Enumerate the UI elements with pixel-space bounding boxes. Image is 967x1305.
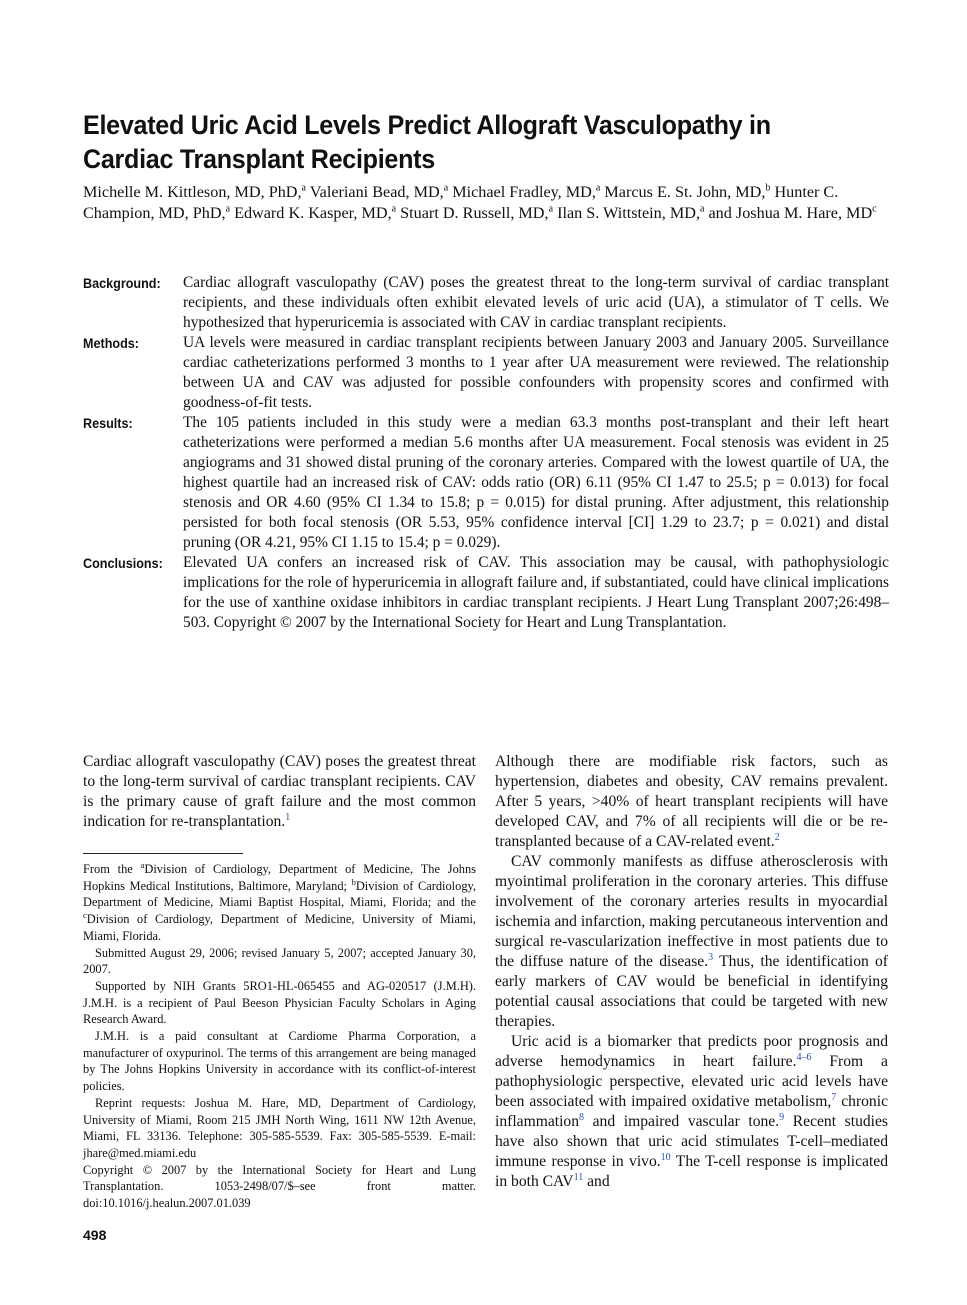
author-affiliation-mark: a	[548, 203, 554, 215]
reference-link[interactable]: 3	[708, 951, 714, 963]
support-note: Supported by NIH Grants 5RO1-HL-065455 and AG-020517 (J.M.H). J.M.H. is a recipient of Paul Beeson Physician Faculty Scholars in Aging Research Award.	[83, 978, 476, 1027]
reference-link[interactable]: 2	[774, 831, 780, 843]
affiliation-c: Division of Cardiology, Department of Medicine, University of Miami, Miami, Florida.	[83, 912, 476, 943]
affiliation-a: Division of Cardiology, Department of Medicine, The Johns Hopkins Medical Institutions, Baltimore, Maryland;	[83, 862, 476, 893]
paragraph-text: The T-cell response is implicated in both CAV	[495, 1153, 888, 1190]
results-text: The 105 patients included in this study were a median 63.3 months post-transplant and their left heart catheterizations were performed a median 5.6 months after UA measurement. Focal stenosis was evident in 25 angiograms and 31 showed distal pruning of the coronary arteries. Compared with the lowest quartile of UA, the highest quartile had an increased risk of CAV: odds ratio (OR) 6.11 (95% CI 1.47 to 25.5; p = 0.013) for focal stenosis and OR 4.60 (95% CI 1.34 to 15.8; p = 0.015) for distal pruning. After adjustment, this relationship persisted for both focal stenosis (OR 5.53, 95% confidence interval [CI] 1.29 to 23.7; p = 0.021) and distal pruning (OR 4.21, 95% CI 1.15 to 15.4; p = 0.029).	[183, 414, 889, 551]
article-title: Elevated Uric Acid Levels Predict Allograft Vasculopathy in Cardiac Transplant Recipients	[83, 110, 771, 174]
abstract-methods	[83, 333, 889, 413]
reference-link[interactable]: 10	[660, 1151, 671, 1163]
body-column-left	[83, 752, 476, 832]
conclusions-text: Elevated UA confers an increased risk of CAV. This association may be causal, with pathophysiologic implications for the role of hyperuricemia in allograft failure and, if substantiated, could have clinical implications for the use of xanthine oxidase inhibitors in cardiac transplant recipients. J Heart Lung Transplant 2007;26:498–503. Copyright © 2007 by the International Society for Heart and Lung Transplantation.	[183, 554, 889, 631]
affiliation-mark: a	[140, 859, 145, 870]
author-affiliation-mark: a	[443, 182, 449, 194]
intro-paragraph	[83, 752, 476, 832]
methods-label: Methods:	[83, 335, 139, 351]
paragraph-text: Uric acid is a biomarker that predicts poor prognosis and adverse hemodynamics in heart failure.	[495, 1033, 888, 1070]
footnote-divider	[83, 853, 243, 854]
abstract	[83, 273, 889, 633]
author-name: Stuart D. Russell, MD,	[396, 203, 549, 222]
copyright-note: Copyright © 2007 by the International Society for Heart and Lung Transplantation. 1053-2498/07/$–see front matter. doi:10.1016/j.healun.2007.01.039	[83, 1162, 476, 1211]
affiliations-note	[83, 861, 476, 945]
author-name: Hunter C. Champion, MD, PhD,	[83, 183, 839, 222]
author-list	[83, 182, 883, 223]
abstract-background	[83, 273, 889, 333]
author-name: Valeriani Bead, MD,	[305, 183, 444, 201]
paragraph-text: Thus, the identification of early markers of CAV would be beneficial in identifying potential causal associations that could be targeted with new therapies.	[495, 953, 889, 1030]
reference-link[interactable]: 7	[831, 1091, 837, 1103]
submitted-note: Submitted August 29, 2006; revised January 5, 2007; accepted January 30, 2007.	[83, 945, 476, 977]
author-affiliation-mark: c	[872, 203, 877, 215]
affiliation-mark: c	[83, 909, 87, 920]
paragraph-text: and impaired vascular tone.	[584, 1113, 780, 1130]
author-affiliation-mark: a	[391, 203, 397, 215]
author-affiliation-mark: a	[225, 203, 231, 215]
reprint-note: Reprint requests: Joshua M. Hare, MD, Department of Cardiology, University of Miami, Room 215 JMH North Wing, 1611 NW 12th Avenue, Miami, FL 33136. Telephone: 305-585-5539. Fax: 305-585-5539. E-mail: jhare@med.miami.edu	[83, 1095, 476, 1160]
reference-link[interactable]: 11	[573, 1171, 584, 1183]
author-affiliation-mark: a	[595, 182, 601, 194]
paragraph-text: CAV commonly manifests as diffuse atherosclerosis with myointimal proliferation in the coronary arteries. This diffuse involvement of the coronary arteries results in myocardial ischemia and infarction, making percutaneous intervention and surgical re-vascularization ineffective in most patients due to the diffuse nature of the disease.	[495, 853, 888, 970]
author-name: Michelle M. Kittleson, MD, PhD,	[83, 183, 302, 201]
uric-acid-paragraph	[495, 1032, 888, 1192]
risk-factors-paragraph	[495, 752, 888, 852]
author-name: and Joshua M. Hare, MD	[704, 203, 873, 222]
affiliation-b: Division of Cardiology, Department of Medicine, Miami Baptist Hospital, Miami, Florida; and the	[83, 878, 476, 910]
conflict-note: J.M.H. is a paid consultant at Cardiome Pharma Corporation, a manufacturer of oxypurinol. The terms of this arrangement are being managed by The Johns Hopkins University in accordance with its conflict-of-interest policies.	[83, 1029, 476, 1094]
methods-text: UA levels were measured in cardiac transplant recipients between January 2003 and January 2005. Surveillance cardiac catheterizations performed 3 months to 1 year after UA measurement were reviewed. The relationship between UA and CAV was adjusted for possible confounders with propensity scores and confirmed with goodness-of-fit tests.	[183, 334, 889, 411]
reference-link[interactable]: 9	[779, 1111, 785, 1123]
abstract-conclusions	[83, 553, 889, 633]
affiliation-mark: b	[351, 876, 356, 887]
cav-paragraph	[495, 852, 888, 1032]
author-name: Edward K. Kasper, MD,	[230, 203, 392, 222]
conclusions-label: Conclusions:	[83, 555, 163, 571]
paragraph-text: chronic inflammation	[495, 1093, 888, 1130]
results-label: Results:	[83, 415, 133, 431]
reference-link[interactable]: 1	[285, 811, 291, 823]
body-column-right	[495, 752, 888, 1192]
author-name: Ilan S. Wittstein, MD,	[553, 203, 700, 222]
background-text: Cardiac allograft vasculopathy (CAV) poses the greatest threat to the long-term survival of cardiac transplant recipients, and these individuals often exhibit elevated levels of uric acid (UA), a stimulator of T cells. We hypothesized that hyperuricemia is associated with CAV in cardiac transplant recipients.	[183, 274, 889, 331]
paragraph-text: Recent studies have also shown that uric acid stimulates T-cell–mediated immune response in vivo.	[495, 1113, 888, 1170]
footnotes	[83, 861, 476, 1212]
author-name: Marcus E. St. John, MD,	[600, 183, 766, 201]
page-number: 498	[83, 1227, 107, 1243]
intro-text: Cardiac allograft vasculopathy (CAV) poses the greatest threat to the long-term survival of cardiac transplant recipients. CAV is the primary cause of graft failure and the most common indication for re-transplantation.	[83, 753, 476, 830]
paragraph-text: Although there are modifiable risk factors, such as hypertension, diabetes and obesity, CAV remains prevalent. After 5 years, >40% of heart transplant recipients will have developed CAV, and 7% of all recipients will die or be re-transplanted because of a CAV-related event.	[495, 753, 888, 850]
reference-link[interactable]: 4–6	[796, 1051, 812, 1063]
background-label: Background:	[83, 275, 161, 291]
abstract-results	[83, 413, 889, 553]
author-name: Michael Fradley, MD,	[448, 183, 596, 201]
author-affiliation-mark: a	[301, 182, 306, 194]
paragraph-text: and	[583, 1173, 610, 1190]
author-affiliation-mark: b	[765, 182, 771, 194]
affiliation-prefix: From the	[83, 862, 141, 876]
reference-link[interactable]: 8	[579, 1111, 585, 1123]
author-affiliation-mark: a	[700, 203, 705, 215]
paragraph-text: From a pathophysiologic perspective, elevated uric acid levels have been associated with impaired oxidative metabolism,	[495, 1053, 888, 1110]
